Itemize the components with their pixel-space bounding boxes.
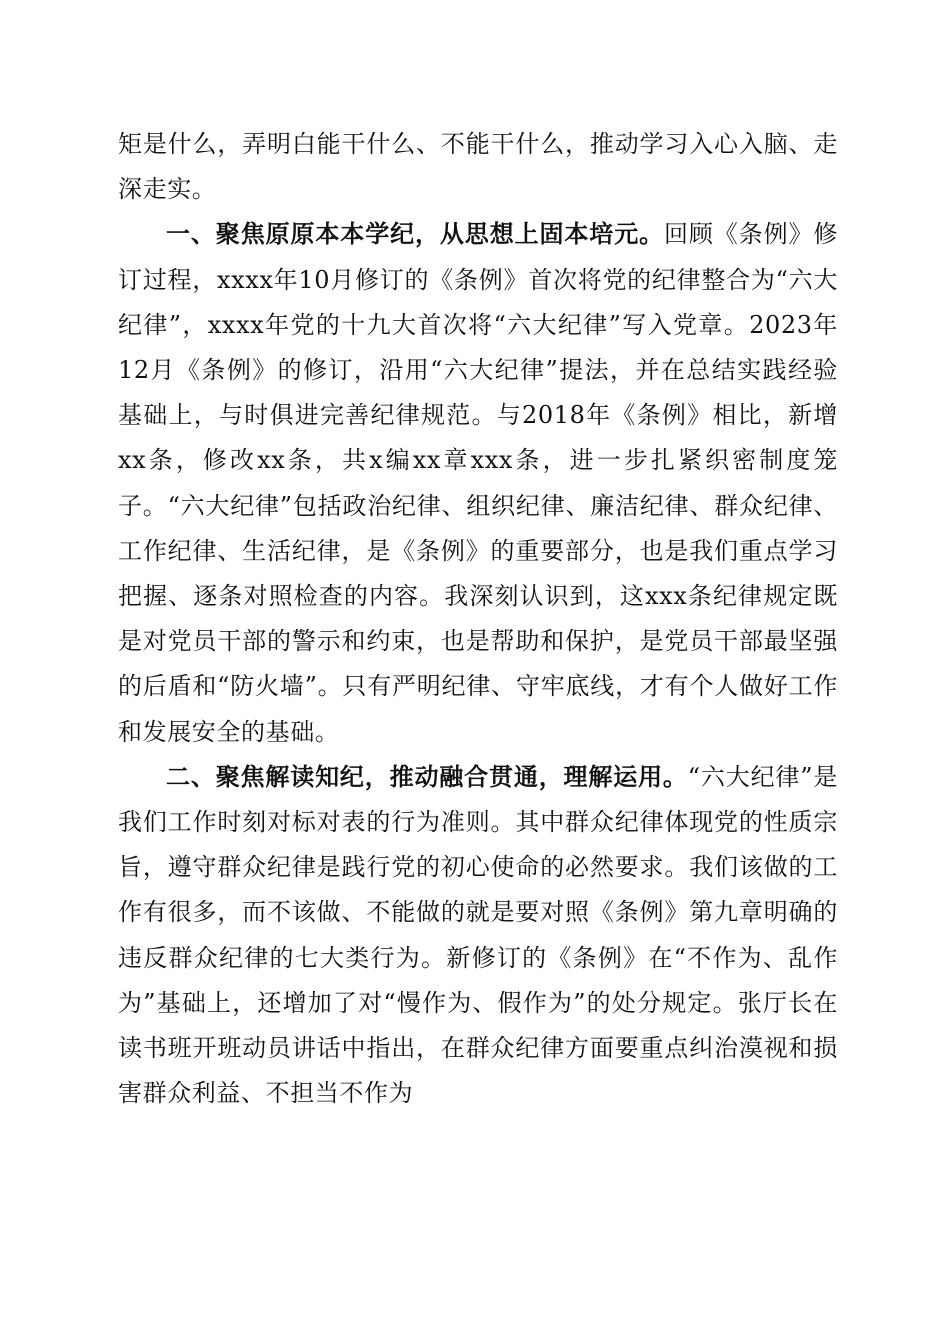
paragraph-body: 回顾《条例》修订过程，xxxx年10月修订的《条例》首次将党的纪律整合为“六大纪律”，xxxx年党的十九大首次将“六大纪律”写入党章。2023年12月《条例》的修订，沿用“六大纪律”提法，并在总结实践经验基础上，与时俱进完善纪律规范。与2018年《条例》相比，新增xx条，修改xx条，共x编xx章xxx条，进一步扎紧织密制度笼子。“六大纪律”包括政治纪律、组织纪律、廉洁纪律、群众纪律、工作纪律、生活纪律，是《条例》的重要部分，也是我们重点学习把握、逐条对照检查的内容。我深刻认识到，这xxx条纪律规定既是对党员干部的警示和约束，也是帮助和保护，是党员干部最坚强的后盾和“防火墙”。只有严明纪律、守牢底线，才有个人做好工作和发展安全的基础。 (118, 220, 838, 746)
paragraph-continuation (118, 122, 838, 212)
section-heading: 一、聚焦原原本本学纪，从思想上固本培元。 (166, 220, 664, 249)
paragraph-section-two (118, 755, 838, 1117)
paragraph-section-one (118, 212, 838, 754)
document-body (118, 122, 838, 1116)
section-heading: 二、聚焦解读知纪，推动融合贯通，理解运用。 (166, 762, 688, 791)
paragraph-body: 矩是什么，弄明白能干什么、不能干什么，推动学习入心入脑、走深走实。 (118, 130, 838, 204)
paragraph-body: “六大纪律”是我们工作时刻对标对表的行为准则。其中群众纪律体现党的性质宗旨，遵守群众纪律是践行党的初心使命的必然要求。我们该做的工作有很多，而不该做、不能做的就是要对照《条例》第九章明确的违反群众纪律的七大类行为。新修订的《条例》在“不作为、乱作为”基础上，还增加了对“慢作为、假作为”的处分规定。张厅长在读书班开班动员讲话中指出，在群众纪律方面要重点纠治漠视和损害群众利益、不担当不作为 (118, 762, 838, 1108)
